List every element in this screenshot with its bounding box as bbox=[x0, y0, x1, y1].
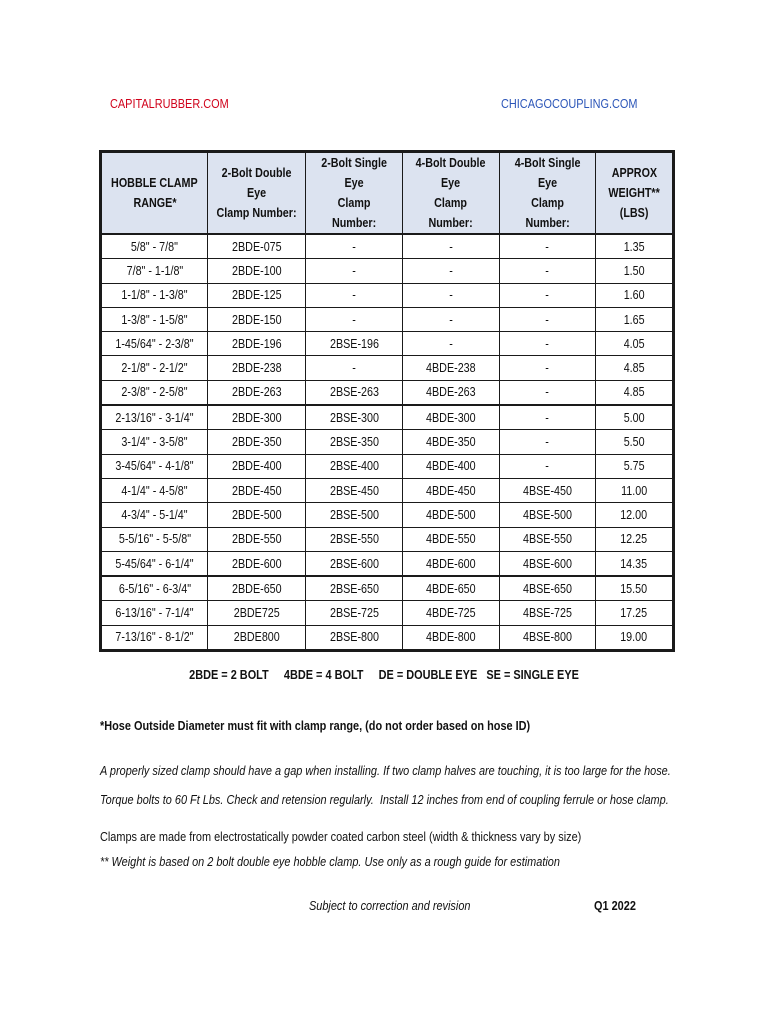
cell-value: - bbox=[449, 312, 453, 327]
4bse-cell bbox=[499, 283, 595, 307]
header-line: 2-Bolt Double Eye bbox=[221, 166, 292, 200]
cell-value: - bbox=[545, 239, 550, 254]
2bde-cell bbox=[208, 332, 306, 356]
weight-cell bbox=[595, 454, 673, 478]
2bse-cell bbox=[306, 380, 403, 405]
weight-cell bbox=[595, 478, 673, 502]
cell-value: 2BSE-450 bbox=[329, 483, 379, 498]
header-2-bolt-double-eye bbox=[208, 152, 306, 235]
cell-value: 2BSE-550 bbox=[329, 532, 379, 547]
header-line: RANGE* bbox=[133, 196, 177, 210]
clamp-range-cell bbox=[101, 405, 208, 430]
2bse-cell bbox=[306, 234, 403, 259]
cell-value: 2BDE-600 bbox=[231, 556, 282, 571]
cell-value: 7-13/16" - 8-1/2" bbox=[115, 630, 194, 645]
cell-value: - bbox=[352, 361, 357, 376]
cell-value: 12.00 bbox=[620, 507, 648, 522]
4bse-cell bbox=[499, 454, 595, 478]
cell-value: 2BDE-196 bbox=[231, 336, 282, 351]
weight-cell bbox=[595, 405, 673, 430]
4bse-cell bbox=[499, 356, 595, 380]
cell-value: 5/8" - 7/8" bbox=[131, 239, 179, 254]
2bse-cell bbox=[306, 551, 403, 576]
cell-value: 4BDE-263 bbox=[426, 385, 476, 400]
edition-date-text: Q1 2022 bbox=[594, 898, 636, 913]
2bde-cell bbox=[208, 430, 306, 454]
4bde-cell bbox=[403, 527, 499, 551]
2bse-cell bbox=[306, 527, 403, 551]
clamp-range-cell bbox=[101, 259, 208, 283]
2bse-cell bbox=[306, 405, 403, 430]
cell-value: 1.65 bbox=[623, 312, 645, 327]
4bde-cell bbox=[403, 307, 499, 331]
header-line: WEIGHT** (LBS) bbox=[608, 186, 660, 220]
table-row bbox=[101, 430, 674, 454]
4bde-cell bbox=[403, 405, 499, 430]
cell-value: 2BSE-800 bbox=[329, 630, 379, 645]
2bde-cell bbox=[208, 503, 306, 527]
table-row bbox=[101, 283, 674, 307]
cell-value: 2BDE-125 bbox=[231, 288, 282, 303]
cell-value: 1-45/64" - 2-3/8" bbox=[115, 336, 194, 351]
4bde-cell bbox=[403, 551, 499, 576]
hose-diameter-note-text: *Hose Outside Diameter must fit with clamp range, (do not order based on hose ID) bbox=[100, 718, 531, 733]
cell-value: - bbox=[545, 312, 550, 327]
2bse-cell bbox=[306, 283, 403, 307]
cell-value: 4BDE-550 bbox=[426, 532, 476, 547]
cell-value: 2-1/8" - 2-1/2" bbox=[121, 361, 188, 376]
hose-diameter-note bbox=[100, 718, 612, 733]
weight-note-text: ** Weight is based on 2 bolt double eye hobble clamp. Use only as a rough guide for estimation bbox=[100, 854, 560, 869]
cell-value: - bbox=[545, 385, 550, 400]
cell-value: 6-5/16" - 6-3/4" bbox=[118, 581, 191, 596]
2bse-cell bbox=[306, 601, 403, 625]
cell-value: 4BDE-800 bbox=[426, 630, 476, 645]
4bse-cell bbox=[499, 430, 595, 454]
4bde-cell bbox=[403, 625, 499, 650]
2bse-cell bbox=[306, 625, 403, 650]
cell-value: 5.75 bbox=[623, 459, 645, 474]
cell-value: - bbox=[545, 336, 550, 351]
cell-value: 1.60 bbox=[623, 288, 645, 303]
4bde-cell bbox=[403, 283, 499, 307]
capitalrubber-link-text: CAPITALRUBBER.COM bbox=[110, 96, 229, 111]
cell-value: 5-45/64" - 6-1/4" bbox=[115, 556, 194, 571]
4bde-cell bbox=[403, 503, 499, 527]
cell-value: 2BDE800 bbox=[233, 630, 280, 645]
header-line: 2-Bolt Single Eye bbox=[321, 156, 388, 190]
cell-value: - bbox=[352, 288, 357, 303]
2bse-cell bbox=[306, 430, 403, 454]
header-line: 4-Bolt Double Eye bbox=[416, 156, 486, 190]
2bde-cell bbox=[208, 576, 306, 601]
cell-value: 4BDE-500 bbox=[426, 507, 476, 522]
abbreviation-legend-text: 2BDE = 2 BOLT 4BDE = 4 BOLT DE = DOUBLE EYE SE = SINGLE EYE bbox=[189, 667, 579, 682]
4bse-cell bbox=[499, 234, 595, 259]
cell-value: 15.50 bbox=[620, 581, 648, 596]
clamp-range-cell bbox=[101, 380, 208, 405]
cell-value: 4BDE-600 bbox=[426, 556, 476, 571]
cell-value: 2BDE-263 bbox=[231, 385, 282, 400]
cell-value: 2BSE-263 bbox=[329, 385, 379, 400]
2bde-cell bbox=[208, 356, 306, 380]
4bde-cell bbox=[403, 430, 499, 454]
cell-value: 2BDE-550 bbox=[231, 532, 282, 547]
2bse-cell bbox=[306, 307, 403, 331]
cell-value: - bbox=[449, 288, 453, 303]
cell-value: - bbox=[545, 288, 550, 303]
cell-value: - bbox=[545, 410, 550, 425]
cell-value: - bbox=[352, 239, 357, 254]
4bse-cell bbox=[499, 527, 595, 551]
cell-value: 4BDE-350 bbox=[426, 435, 476, 450]
weight-cell bbox=[595, 332, 673, 356]
header-line: Clamp Number: bbox=[428, 196, 474, 230]
cell-value: 2BSE-725 bbox=[329, 606, 379, 621]
weight-cell bbox=[595, 551, 673, 576]
cell-value: 3-1/4" - 3-5/8" bbox=[121, 435, 188, 450]
cell-value: 4BSE-550 bbox=[522, 532, 572, 547]
clamp-range-cell bbox=[101, 356, 208, 380]
cell-value: 4BDE-238 bbox=[426, 361, 476, 376]
cell-value: - bbox=[352, 312, 357, 327]
table-row bbox=[101, 259, 674, 283]
cell-value: 2BDE-400 bbox=[231, 459, 282, 474]
clamp-range-cell bbox=[101, 478, 208, 502]
cell-value: - bbox=[545, 435, 550, 450]
cell-value: 2BDE-238 bbox=[231, 361, 282, 376]
clamp-range-cell bbox=[101, 551, 208, 576]
cell-value: 2-3/8" - 2-5/8" bbox=[121, 385, 188, 400]
cell-value: 1.50 bbox=[623, 263, 645, 278]
header-line: Clamp Number: bbox=[525, 196, 570, 230]
cell-value: 4BSE-725 bbox=[522, 606, 572, 621]
clamp-range-cell bbox=[101, 601, 208, 625]
cell-value: 7/8" - 1-1/8" bbox=[126, 263, 183, 278]
weight-cell bbox=[595, 601, 673, 625]
4bse-cell bbox=[499, 259, 595, 283]
4bse-cell bbox=[499, 601, 595, 625]
header-4-bolt-double-eye bbox=[403, 152, 499, 235]
torque-note-text: Torque bolts to 60 Ft Lbs. Check and retension regularly. Install 12 inches from end of coupling ferrule or hose clamp. bbox=[100, 792, 669, 807]
2bde-cell bbox=[208, 283, 306, 307]
weight-note bbox=[100, 854, 648, 869]
cell-value: 4BDE-300 bbox=[426, 410, 476, 425]
cell-value: 11.00 bbox=[620, 483, 647, 498]
cell-value: 2-13/16" - 3-1/4" bbox=[115, 410, 194, 425]
2bde-cell bbox=[208, 527, 306, 551]
clamp-range-cell bbox=[101, 625, 208, 650]
4bde-cell bbox=[403, 380, 499, 405]
weight-cell bbox=[595, 307, 673, 331]
cell-value: 2BDE-350 bbox=[231, 435, 282, 450]
header-clamp-range bbox=[101, 152, 208, 235]
header-line: APPROX bbox=[611, 166, 657, 180]
table-row bbox=[101, 527, 674, 551]
cell-value: 2BSE-350 bbox=[329, 435, 379, 450]
table-row bbox=[101, 625, 674, 650]
cell-value: - bbox=[545, 263, 550, 278]
clamp-range-cell bbox=[101, 283, 208, 307]
2bse-cell bbox=[306, 478, 403, 502]
2bse-cell bbox=[306, 576, 403, 601]
clamp-range-cell bbox=[101, 527, 208, 551]
2bse-cell bbox=[306, 332, 403, 356]
cell-value: 4BDE-400 bbox=[426, 459, 476, 474]
cell-value: 2BDE-450 bbox=[231, 483, 282, 498]
4bde-cell bbox=[403, 478, 499, 502]
cell-value: 4BSE-600 bbox=[522, 556, 572, 571]
4bse-cell bbox=[499, 332, 595, 356]
cell-value: - bbox=[449, 336, 453, 351]
weight-cell bbox=[595, 283, 673, 307]
cell-value: 12.25 bbox=[620, 532, 648, 547]
cell-value: 2BDE-650 bbox=[231, 581, 282, 596]
2bde-cell bbox=[208, 478, 306, 502]
2bde-cell bbox=[208, 380, 306, 405]
2bde-cell bbox=[208, 551, 306, 576]
header-line: Clamp Number: bbox=[216, 206, 297, 220]
4bse-cell bbox=[499, 307, 595, 331]
table-row bbox=[101, 601, 674, 625]
cell-value: 5.50 bbox=[623, 435, 645, 450]
table-row bbox=[101, 503, 674, 527]
cell-value: 4-1/4" - 4-5/8" bbox=[121, 483, 188, 498]
cell-value: 4.05 bbox=[623, 336, 645, 351]
chicagocoupling-link[interactable] bbox=[501, 96, 664, 111]
table-header-row bbox=[101, 152, 674, 235]
weight-cell bbox=[595, 380, 673, 405]
cell-value: 2BSE-600 bbox=[329, 556, 379, 571]
cell-value: - bbox=[449, 263, 453, 278]
clamp-range-cell bbox=[101, 576, 208, 601]
4bse-cell bbox=[499, 478, 595, 502]
table-row bbox=[101, 307, 674, 331]
cell-value: 2BSE-400 bbox=[329, 459, 379, 474]
cell-value: 2BDE-100 bbox=[231, 263, 282, 278]
clamp-gap-note-text: A properly sized clamp should have a gap when installing. If two clamp halves are touching, it is too large for the hose. bbox=[100, 763, 671, 778]
hobble-clamp-table bbox=[99, 150, 675, 652]
weight-cell bbox=[595, 356, 673, 380]
cell-value: - bbox=[449, 239, 453, 254]
weight-cell bbox=[595, 430, 673, 454]
cell-value: 1-3/8" - 1-5/8" bbox=[121, 312, 188, 327]
weight-cell bbox=[595, 503, 673, 527]
cell-value: 5-5/16" - 5-5/8" bbox=[118, 532, 191, 547]
cell-value: 17.25 bbox=[620, 606, 648, 621]
table-row bbox=[101, 234, 674, 259]
cell-value: - bbox=[352, 263, 357, 278]
header-line: 4-Bolt Single Eye bbox=[514, 156, 581, 190]
edition-date bbox=[594, 898, 644, 913]
header-approx-weight bbox=[595, 152, 673, 235]
table-row bbox=[101, 405, 674, 430]
clamp-range-cell bbox=[101, 307, 208, 331]
2bde-cell bbox=[208, 234, 306, 259]
2bde-cell bbox=[208, 454, 306, 478]
clamp-gap-note bbox=[100, 763, 768, 778]
4bde-cell bbox=[403, 454, 499, 478]
cell-value: 2BSE-300 bbox=[329, 410, 379, 425]
cell-value: 1-1/8" - 1-3/8" bbox=[121, 288, 188, 303]
cell-value: - bbox=[545, 361, 550, 376]
header-2-bolt-single-eye bbox=[306, 152, 403, 235]
table-row bbox=[101, 356, 674, 380]
torque-note bbox=[100, 792, 768, 807]
cell-value: 4.85 bbox=[623, 361, 645, 376]
4bse-cell bbox=[499, 380, 595, 405]
cell-value: 4BDE-650 bbox=[426, 581, 476, 596]
cell-value: 2BSE-650 bbox=[329, 581, 379, 596]
table-row bbox=[101, 380, 674, 405]
clamp-range-cell bbox=[101, 503, 208, 527]
cell-value: 4BSE-650 bbox=[522, 581, 572, 596]
table-row bbox=[101, 478, 674, 502]
4bde-cell bbox=[403, 356, 499, 380]
weight-cell bbox=[595, 234, 673, 259]
2bse-cell bbox=[306, 356, 403, 380]
2bde-cell bbox=[208, 259, 306, 283]
table-row bbox=[101, 454, 674, 478]
cell-value: 4.85 bbox=[623, 385, 645, 400]
clamp-range-cell bbox=[101, 454, 208, 478]
cell-value: 14.35 bbox=[620, 556, 648, 571]
cell-value: 1.35 bbox=[623, 239, 645, 254]
cell-value: 5.00 bbox=[623, 410, 645, 425]
cell-value: 4BDE-725 bbox=[426, 606, 476, 621]
4bse-cell bbox=[499, 551, 595, 576]
cell-value: 3-45/64" - 4-1/8" bbox=[115, 459, 194, 474]
cell-value: 2BDE-150 bbox=[231, 312, 282, 327]
cell-value: 2BDE-075 bbox=[231, 239, 282, 254]
4bde-cell bbox=[403, 259, 499, 283]
2bde-cell bbox=[208, 625, 306, 650]
2bde-cell bbox=[208, 405, 306, 430]
4bde-cell bbox=[403, 576, 499, 601]
cell-value: 2BSE-500 bbox=[329, 507, 379, 522]
material-note-text: Clamps are made from electrostatically powder coated carbon steel (width & thickness vary by size) bbox=[100, 829, 582, 844]
clamp-range-cell bbox=[101, 332, 208, 356]
cell-value: 2BSE-196 bbox=[329, 336, 379, 351]
cell-value: 2BDE-300 bbox=[231, 410, 282, 425]
weight-cell bbox=[595, 527, 673, 551]
2bde-cell bbox=[208, 601, 306, 625]
cell-value: 2BDE-500 bbox=[231, 507, 282, 522]
4bde-cell bbox=[403, 234, 499, 259]
material-note bbox=[100, 829, 673, 844]
cell-value: 4BSE-500 bbox=[522, 507, 572, 522]
2bse-cell bbox=[306, 454, 403, 478]
2bse-cell bbox=[306, 259, 403, 283]
clamp-range-cell bbox=[101, 234, 208, 259]
4bde-cell bbox=[403, 601, 499, 625]
cell-value: 19.00 bbox=[620, 630, 648, 645]
table-row bbox=[101, 332, 674, 356]
clamp-range-cell bbox=[101, 430, 208, 454]
cell-value: 2BDE725 bbox=[233, 606, 280, 621]
weight-cell bbox=[595, 576, 673, 601]
revision-disclaimer bbox=[309, 898, 501, 913]
4bse-cell bbox=[499, 576, 595, 601]
2bde-cell bbox=[208, 307, 306, 331]
cell-value: 6-13/16" - 7-1/4" bbox=[115, 606, 194, 621]
cell-value: 4BDE-450 bbox=[426, 483, 476, 498]
4bde-cell bbox=[403, 332, 499, 356]
table-row bbox=[101, 576, 674, 601]
weight-cell bbox=[595, 259, 673, 283]
4bse-cell bbox=[499, 625, 595, 650]
4bse-cell bbox=[499, 405, 595, 430]
4bse-cell bbox=[499, 503, 595, 527]
chicagocoupling-link-text: CHICAGOCOUPLING.COM bbox=[501, 96, 638, 111]
table-body bbox=[101, 234, 674, 651]
2bse-cell bbox=[306, 503, 403, 527]
capitalrubber-link[interactable] bbox=[110, 96, 251, 111]
weight-cell bbox=[595, 625, 673, 650]
revision-disclaimer-text: Subject to correction and revision bbox=[309, 898, 471, 913]
cell-value: 4BSE-800 bbox=[522, 630, 572, 645]
header-line: Clamp Number: bbox=[332, 196, 377, 230]
cell-value: - bbox=[545, 459, 550, 474]
cell-value: 4-3/4" - 5-1/4" bbox=[121, 507, 188, 522]
cell-value: 4BSE-450 bbox=[522, 483, 572, 498]
header-line: HOBBLE CLAMP bbox=[111, 176, 198, 190]
abbreviation-legend bbox=[0, 667, 768, 682]
table-row bbox=[101, 551, 674, 576]
header-4-bolt-single-eye bbox=[499, 152, 595, 235]
